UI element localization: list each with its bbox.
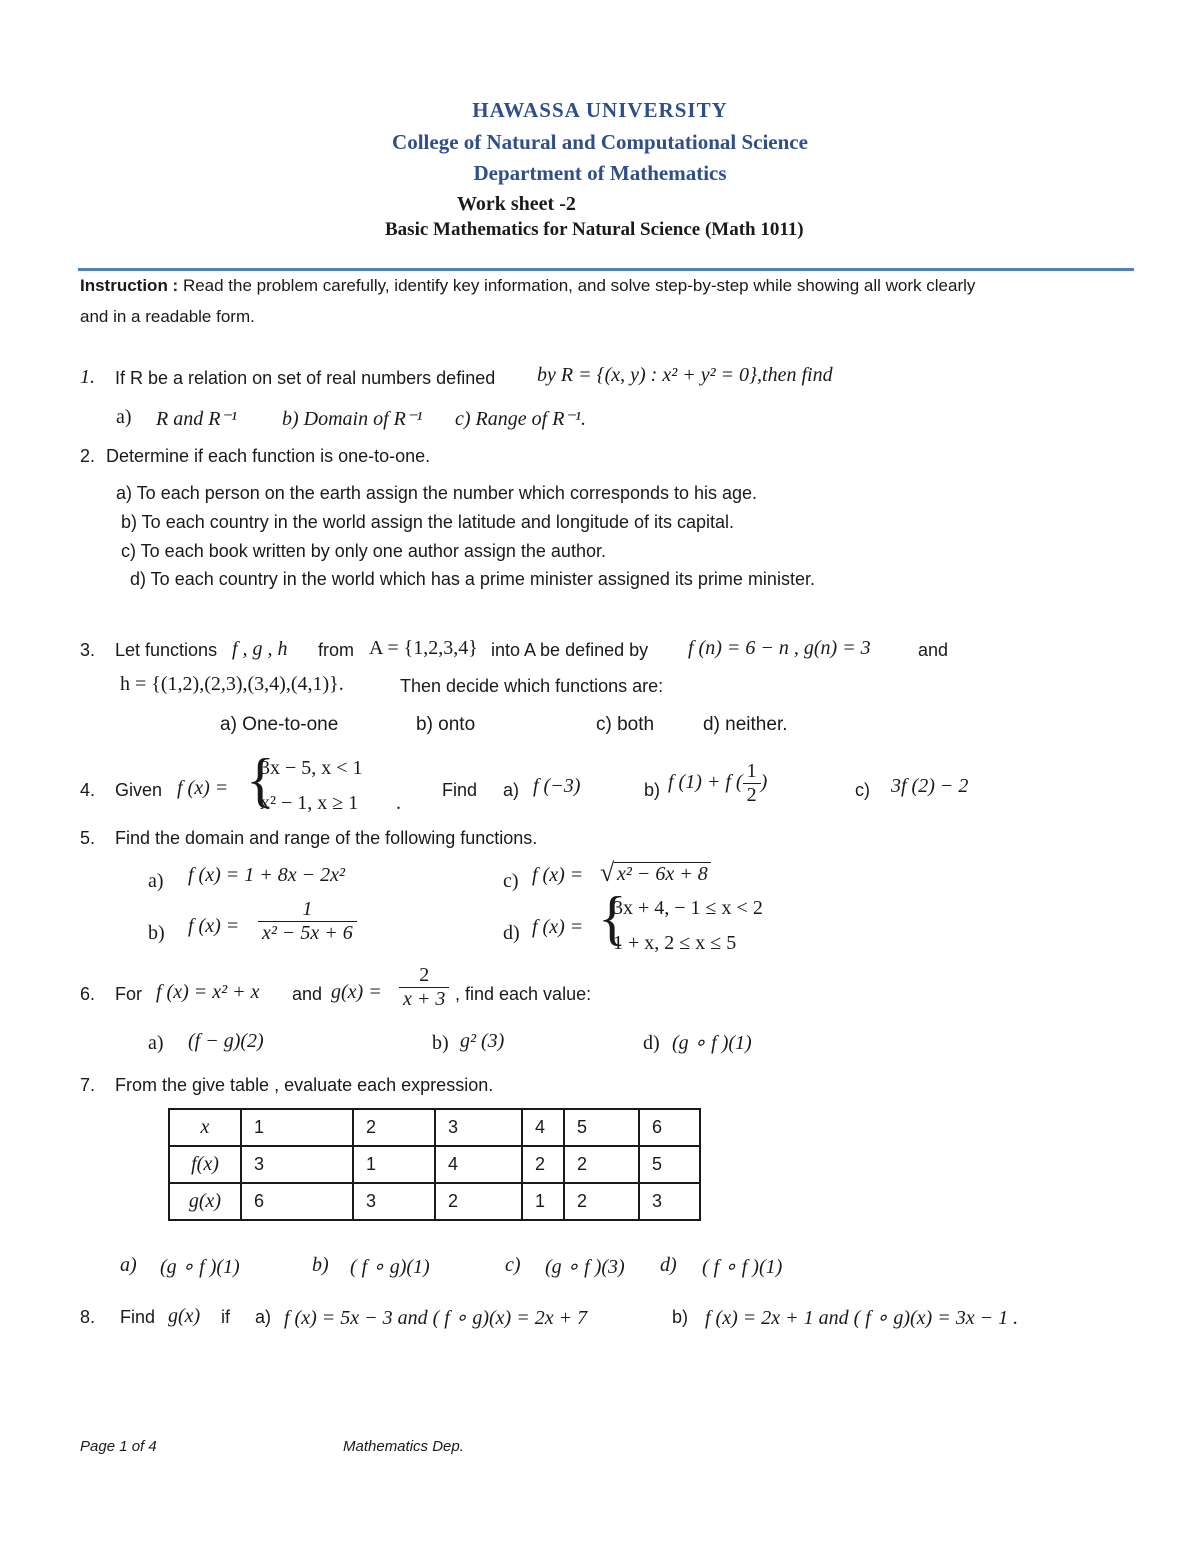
q6-a-label: a) bbox=[148, 1032, 164, 1054]
q2-number: 2. bbox=[80, 446, 96, 466]
q4-a-expr: f (−3) bbox=[533, 775, 581, 797]
instruction-line-2: and in a readable form. bbox=[80, 307, 255, 326]
q4-dot: . bbox=[396, 792, 401, 814]
table-cell: 1 bbox=[353, 1146, 435, 1183]
table-header-cell: f(x) bbox=[169, 1146, 241, 1183]
q1-b-text: b) Domain of R⁻¹ bbox=[282, 408, 423, 430]
q7-c-expr: (g ∘ f )(3) bbox=[545, 1256, 625, 1278]
q8-a-expr: f (x) = 5x − 3 and ( f ∘ g)(x) = 2x + 7 bbox=[284, 1307, 588, 1329]
q3-then: Then decide which functions are: bbox=[400, 676, 664, 696]
q6-f-expr: f (x) = x² + x bbox=[156, 981, 260, 1003]
table-cell: 4 bbox=[435, 1146, 522, 1183]
q4-b-expr-end: ) bbox=[760, 771, 768, 794]
q1-text: If R be a relation on set of real numbers defined bbox=[115, 368, 496, 388]
table-cell: 2 bbox=[564, 1146, 639, 1183]
q3-and: and bbox=[918, 640, 949, 660]
table-cell: 3 bbox=[241, 1146, 353, 1183]
q5-c-lhs: f (x) = bbox=[532, 864, 584, 886]
q8-a-label: a) bbox=[255, 1307, 272, 1327]
q4-fx: f (x) = bbox=[177, 777, 229, 799]
college-title: College of Natural and Computational Science bbox=[392, 130, 808, 154]
q5-b-denominator: x² − 5x + 6 bbox=[262, 922, 353, 944]
q4-brace: { bbox=[246, 747, 275, 813]
header-divider bbox=[78, 268, 1134, 271]
q6-tail: , find each value: bbox=[455, 984, 592, 1004]
q3-number: 3. bbox=[80, 640, 96, 660]
q6-g-fraction bbox=[399, 964, 449, 1011]
q2-d: d) To each country in the world which has a prime minister assigned its prime minister. bbox=[130, 569, 815, 589]
instruction-line-1 bbox=[80, 276, 975, 296]
q8-number: 8. bbox=[80, 1307, 96, 1327]
q4-find: Find bbox=[442, 780, 478, 800]
q7-a-expr: (g ∘ f )(1) bbox=[160, 1256, 240, 1278]
q4-given: Given bbox=[115, 780, 163, 800]
table-cell: 6 bbox=[241, 1183, 353, 1220]
q5-b-fraction bbox=[258, 898, 357, 945]
q5-number: 5. bbox=[80, 828, 96, 848]
q3-option-c: c) both bbox=[596, 714, 655, 735]
q6-g-numerator: 2 bbox=[399, 964, 449, 988]
table-cell: 2 bbox=[435, 1183, 522, 1220]
q8-b-expr: f (x) = 2x + 1 and ( f ∘ g)(x) = 3x − 1 . bbox=[705, 1307, 1019, 1329]
q6-for: For bbox=[115, 984, 142, 1004]
q6-d-label: d) bbox=[643, 1032, 660, 1054]
table-header-cell: g(x) bbox=[169, 1183, 241, 1220]
instruction-text-1: Read the problem carefully, identify key information, and solve step-by-step while showing all work clearly bbox=[178, 276, 976, 295]
q5-c-root: √ bbox=[600, 858, 615, 887]
q5-text: Find the domain and range of the following functions. bbox=[115, 828, 538, 848]
q3-h-definition: h = {(1,2),(2,3),(3,4),(4,1)}. bbox=[120, 673, 344, 695]
table-cell: 3 bbox=[435, 1109, 522, 1146]
table-cell: 4 bbox=[522, 1109, 564, 1146]
q7-c-label: c) bbox=[505, 1254, 521, 1276]
q3-fgh: f , g , h bbox=[232, 638, 288, 660]
q2-b: b) To each country in the world assign the latitude and longitude of its capital. bbox=[121, 512, 735, 532]
table-row bbox=[169, 1109, 700, 1146]
university-title: HAWASSA UNIVERSITY bbox=[472, 98, 728, 122]
q5-d-lhs: f (x) = bbox=[532, 916, 584, 938]
table-cell: 1 bbox=[241, 1109, 353, 1146]
q1-expression: by R = {(x, y) : x² + y² = 0},then find bbox=[537, 364, 833, 386]
q6-and: and bbox=[292, 984, 323, 1004]
q8-find: Find bbox=[120, 1307, 156, 1327]
q7-d-label: d) bbox=[660, 1254, 677, 1276]
q5-a-expr: f (x) = 1 + 8x − 2x² bbox=[188, 864, 345, 886]
q5-d-case-1: 3x + 4, − 1 ≤ x < 2 bbox=[613, 897, 763, 919]
q3-from: from bbox=[318, 640, 354, 660]
q7-b-expr: ( f ∘ g)(1) bbox=[350, 1256, 430, 1278]
q1-c-text: c) Range of R⁻¹. bbox=[455, 408, 586, 430]
values-table bbox=[168, 1108, 701, 1221]
table-cell: 2 bbox=[564, 1183, 639, 1220]
q2-a: a) To each person on the earth assign the number which corresponds to his age. bbox=[116, 483, 758, 503]
q1-a-label: a) bbox=[116, 406, 132, 428]
table-cell: 2 bbox=[522, 1146, 564, 1183]
q7-d-expr: ( f ∘ f )(1) bbox=[702, 1256, 783, 1278]
q3-option-d: d) neither. bbox=[703, 714, 788, 735]
table-cell: 5 bbox=[639, 1146, 700, 1183]
q4-a-label: a) bbox=[503, 780, 520, 800]
q5-c-radicand: x² − 6x + 8 bbox=[614, 862, 711, 886]
table-cell: 1 bbox=[522, 1183, 564, 1220]
q7-a-label: a) bbox=[120, 1254, 137, 1276]
q6-d-expr: (g ∘ f )(1) bbox=[672, 1032, 752, 1054]
instruction-label: Instruction : bbox=[80, 276, 179, 295]
q5-a-label: a) bbox=[148, 870, 164, 892]
q4-b-label: b) bbox=[644, 780, 661, 800]
q2-text: Determine if each function is one-to-one. bbox=[106, 446, 431, 466]
table-cell: 3 bbox=[639, 1183, 700, 1220]
q3-option-a: a) One-to-one bbox=[220, 714, 339, 735]
q4-b-numerator: 1 bbox=[746, 760, 757, 782]
table-header-cell: x bbox=[169, 1109, 241, 1146]
q2-c: c) To each book written by only one author assign the author. bbox=[121, 541, 606, 561]
table-row bbox=[169, 1146, 700, 1183]
q3-text-1: Let functions bbox=[115, 640, 218, 660]
course-title: Basic Mathematics for Natural Science (Math 1011) bbox=[385, 219, 804, 240]
q5-d-brace: { bbox=[598, 885, 627, 951]
q4-b-expr bbox=[668, 760, 767, 807]
q3-f-definition: f (n) = 6 − n , g(n) = 3 bbox=[688, 637, 871, 659]
table-cell: 5 bbox=[564, 1109, 639, 1146]
q8-b-label: b) bbox=[672, 1307, 689, 1327]
q8-gx: g(x) bbox=[168, 1305, 201, 1327]
q8-if: if bbox=[221, 1307, 230, 1327]
q5-b-label: b) bbox=[148, 922, 165, 944]
q6-g-denominator: x + 3 bbox=[403, 988, 446, 1010]
q3-into: into A be defined by bbox=[491, 640, 649, 660]
q1-number: 1. bbox=[80, 366, 95, 388]
q6-a-expr: (f − g)(2) bbox=[188, 1030, 264, 1052]
q3-option-b: b) onto bbox=[416, 714, 476, 735]
q3-set-a: A = {1,2,3,4} bbox=[369, 637, 478, 659]
q4-case-2: x² − 1, x ≥ 1 bbox=[260, 792, 359, 814]
q6-b-label: b) bbox=[432, 1032, 449, 1054]
department-title: Department of Mathematics bbox=[473, 161, 727, 185]
footer-department: Mathematics Dep. bbox=[343, 1438, 464, 1455]
q5-c-label: c) bbox=[503, 870, 519, 892]
q5-b-numerator: 1 bbox=[258, 898, 357, 922]
q6-b-expr: g² (3) bbox=[460, 1030, 505, 1052]
q4-c-expr: 3f (2) − 2 bbox=[891, 775, 969, 797]
worksheet-title: Work sheet -2 bbox=[457, 193, 576, 215]
page-number: Page 1 of 4 bbox=[80, 1438, 157, 1455]
q5-d-case-2: 1 + x, 2 ≤ x ≤ 5 bbox=[613, 932, 737, 954]
q7-text: From the give table , evaluate each expression. bbox=[115, 1075, 494, 1095]
q4-number: 4. bbox=[80, 780, 96, 800]
q1-a-text: R and R⁻¹ bbox=[156, 408, 237, 430]
q4-b-expr-start: f (1) + f ( bbox=[668, 771, 743, 794]
q7-number: 7. bbox=[80, 1075, 96, 1095]
q6-number: 6. bbox=[80, 984, 96, 1004]
q4-c-label: c) bbox=[855, 780, 870, 800]
q7-b-label: b) bbox=[312, 1254, 329, 1276]
q6-g-lhs: g(x) = bbox=[331, 981, 382, 1003]
q4-case-1: 3x − 5, x < 1 bbox=[260, 757, 363, 779]
table-row bbox=[169, 1183, 700, 1220]
q5-d-label: d) bbox=[503, 922, 520, 944]
table-cell: 6 bbox=[639, 1109, 700, 1146]
q5-b-lhs: f (x) = bbox=[188, 915, 240, 937]
table-cell: 3 bbox=[353, 1183, 435, 1220]
q4-b-denominator: 2 bbox=[743, 783, 761, 807]
table-cell: 2 bbox=[353, 1109, 435, 1146]
